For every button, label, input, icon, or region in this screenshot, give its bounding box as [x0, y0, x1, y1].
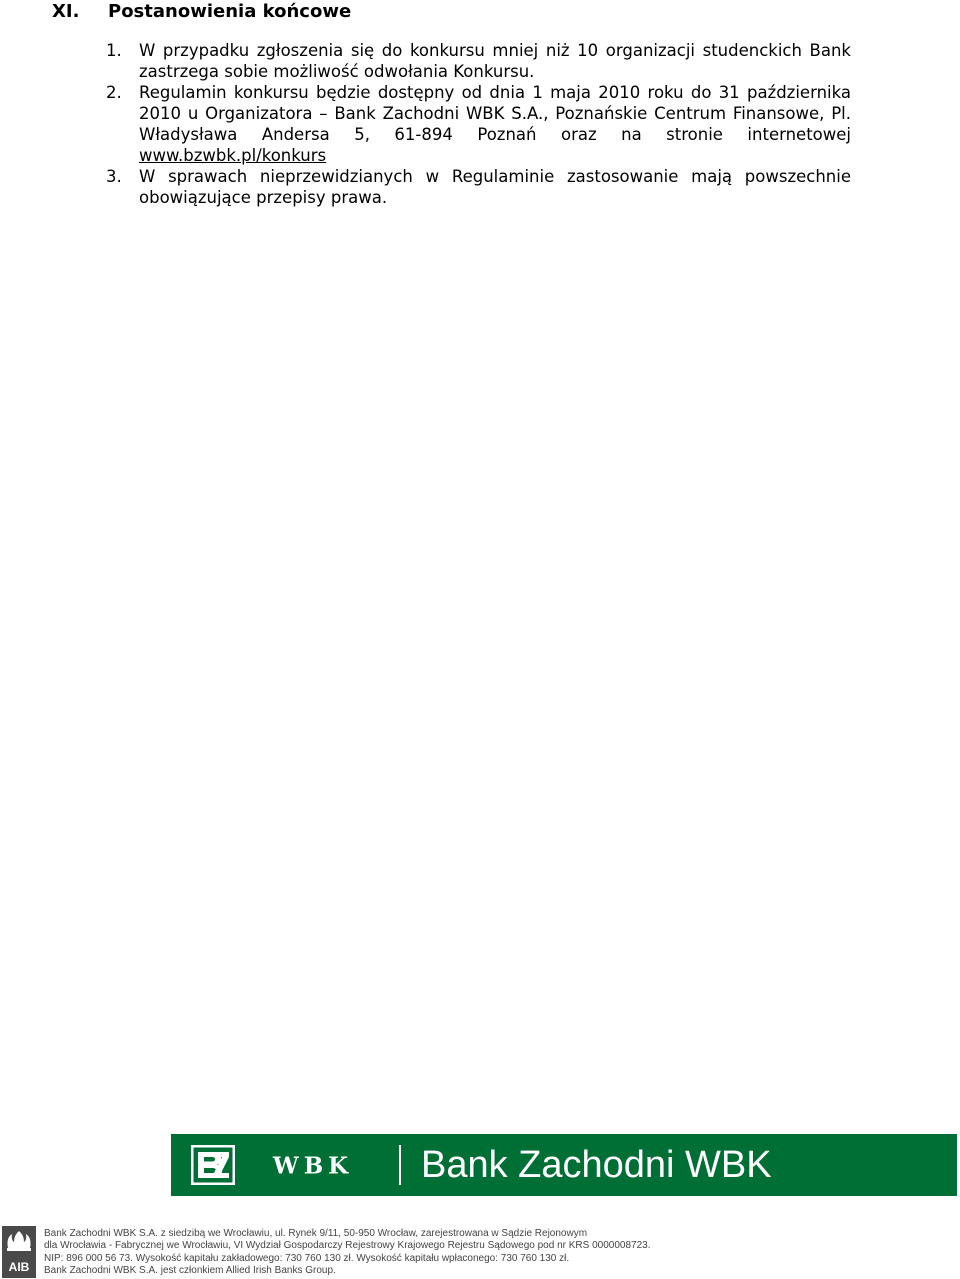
section-heading [52, 0, 351, 24]
bank-name: Bank Zachodni WBK [421, 1144, 772, 1186]
item-number: 1. [106, 41, 122, 60]
item-text: W przypadku zgłoszenia się do konkursu mniej niż 10 organizacji studenckich Bank zastrzega sobie możliwość odwołania Konkursu. [139, 41, 851, 81]
list-item [106, 40, 851, 82]
list-item [106, 166, 851, 208]
banner-divider [399, 1145, 401, 1185]
wbk-wordmark-text: WBK [272, 1154, 354, 1176]
footer-line: dla Wrocławia - Fabrycznej we Wrocławiu, VI Wydział Gospodarczy Rejestrowy Krajowego Rejestru Sądowego pod nr KRS 0000008723. [44, 1240, 651, 1252]
item-text: W sprawach nieprzewidzianych w Regulaminie zastosowanie mają powszechnie obowiązujące przepisy prawa. [139, 167, 851, 207]
aib-logo-icon [2, 1226, 36, 1278]
legal-footer [44, 1228, 651, 1277]
item-text: Regulamin konkursu będzie dostępny od dnia 1 maja 2010 roku do 31 października 2010 u Organizatora – Bank Zachodni WBK S.A., Poznańskie Centrum Finansowe, Pl. Władysława Andersa 5, 61-894 Poznań oraz na stronie internetowej [139, 83, 851, 144]
footer-line: Bank Zachodni WBK S.A. z siedzibą we Wrocławiu, ul. Rynek 9/11, 50-950 Wrocław, zarejestrowana w Sądzie Rejonowym [44, 1228, 588, 1239]
wbk-wordmark-icon [251, 1154, 375, 1176]
bank-banner [171, 1134, 957, 1196]
section-number: XI. [52, 1, 80, 22]
provisions-list [106, 40, 851, 208]
item-number: 2. [106, 83, 122, 102]
konkurs-link[interactable]: www.bzwbk.pl/konkurs [139, 146, 327, 165]
footer-line: Bank Zachodni WBK S.A. jest członkiem Allied Irish Banks Group. [44, 1264, 336, 1276]
item-number: 3. [106, 167, 122, 186]
bz-logo-icon [191, 1145, 235, 1185]
list-item [106, 82, 851, 166]
aib-logo-text: AIB [8, 1260, 30, 1274]
section-title: Postanowienia końcowe [108, 1, 352, 22]
footer-line: NIP: 896 000 56 73. Wysokość kapitału zakładowego: 730 760 130 zł. Wysokość kapitału wpłaconego: 730 760 130 zł. [44, 1252, 570, 1264]
